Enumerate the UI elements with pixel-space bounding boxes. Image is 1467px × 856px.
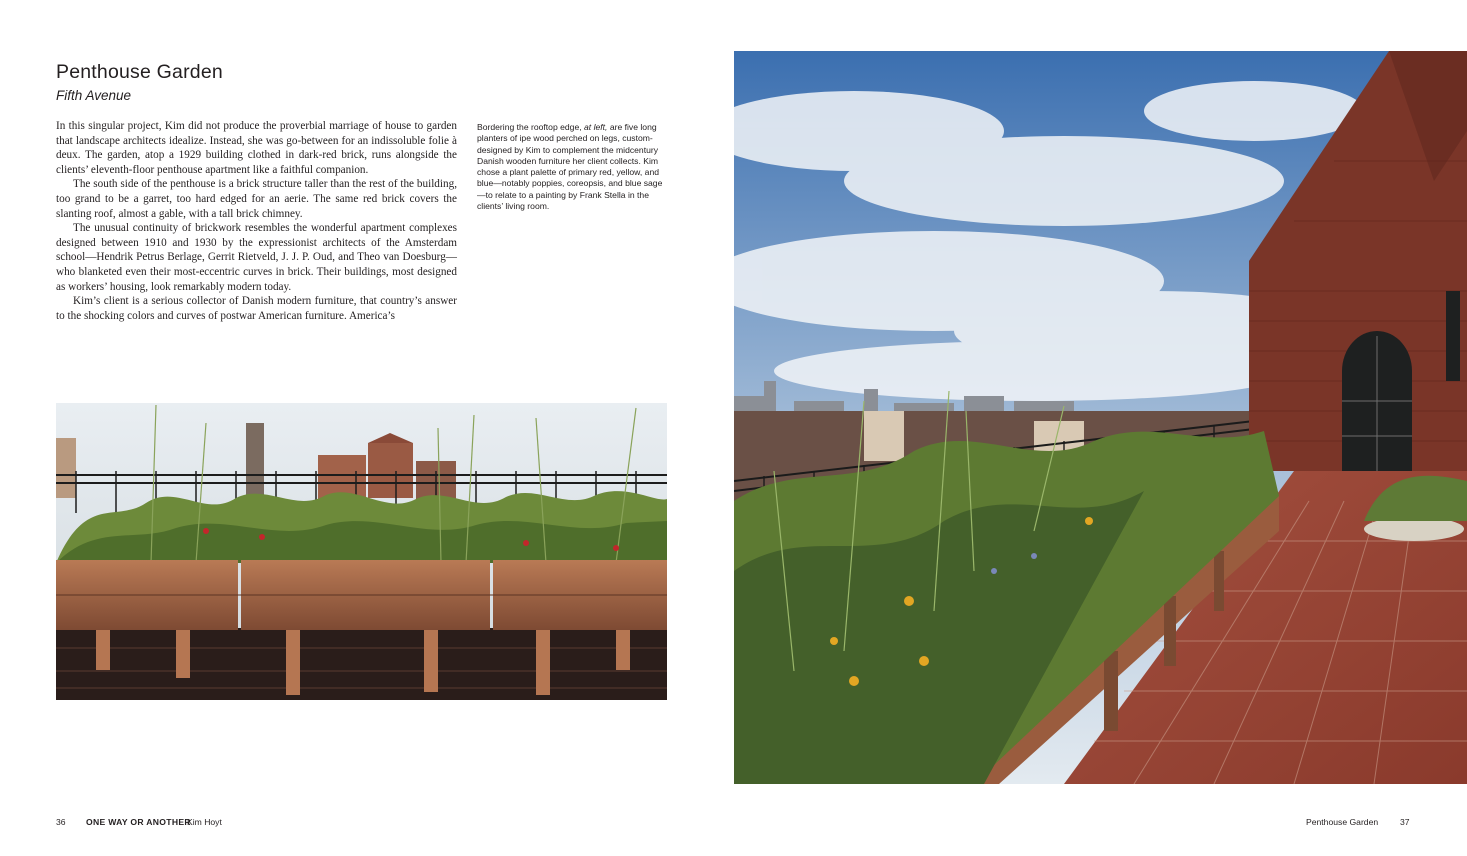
author-name: Kim Hoyt (187, 817, 222, 827)
running-section-title: Penthouse Garden (1306, 817, 1379, 827)
right-page-number: 37 (1400, 817, 1410, 827)
body-paragraph: In this singular project, Kim did not produce the proverbial marriage of house to garden that landscape architects idealize. Instead, she was go-between for an indissoluble folie à deux. The garden, atop a 1929 building clothed in dark-red brick, runs alongside the clients’ eleventh-floor penthouse apartment like a faithful companion. (56, 120, 457, 176)
page-subtitle: Fifth Avenue (56, 88, 132, 103)
planter-photo (56, 403, 667, 700)
caption-emphasis: at left, (584, 122, 608, 132)
body-paragraph: The unusual continuity of brickwork resembles the wonderful apartment complexes designed between 1910 and 1930 by the expressionist architects of the Amsterdam school—Hendrik Petrus Berlage, Gerrit Rietveld, J. J. P. Oud, and Theo van Doesburg—who blanketed even their most-eccentric curves in brick. Their buildings, most designed as workers’ housing, look remarkably modern today. (56, 222, 457, 293)
terrace-photo-illustration (734, 51, 1467, 784)
photo-caption: Bordering the rooftop edge, at left, are five long planters of ipe wood perched on legs, custom-designed by Kim to complement the midcentury Danish wooden furniture her client collects. Kim chose a plant palette of primary red, yellow, and blue—notably poppies, coreopsis, and blue sage—to relate to a painting by Frank Stella in the clients’ living room. (477, 122, 663, 212)
left-page-number: 36 (56, 817, 66, 827)
body-text (56, 119, 457, 323)
page-title: Penthouse Garden (56, 61, 223, 83)
book-title: ONE WAY OR ANOTHER (86, 817, 191, 827)
planter-photo-illustration (56, 403, 667, 700)
body-paragraph: Kim’s client is a serious collector of Danish modern furniture, that country’s answer to the shocking colors and curves of postwar American furniture. America’s (56, 295, 457, 322)
terrace-photo (734, 51, 1467, 784)
body-paragraph: The south side of the penthouse is a brick structure taller than the rest of the building, too grand to be a garret, too hard edged for an aerie. The same red brick covers the slanting roof, almost a gable, with a tall brick chimney. (56, 178, 457, 220)
